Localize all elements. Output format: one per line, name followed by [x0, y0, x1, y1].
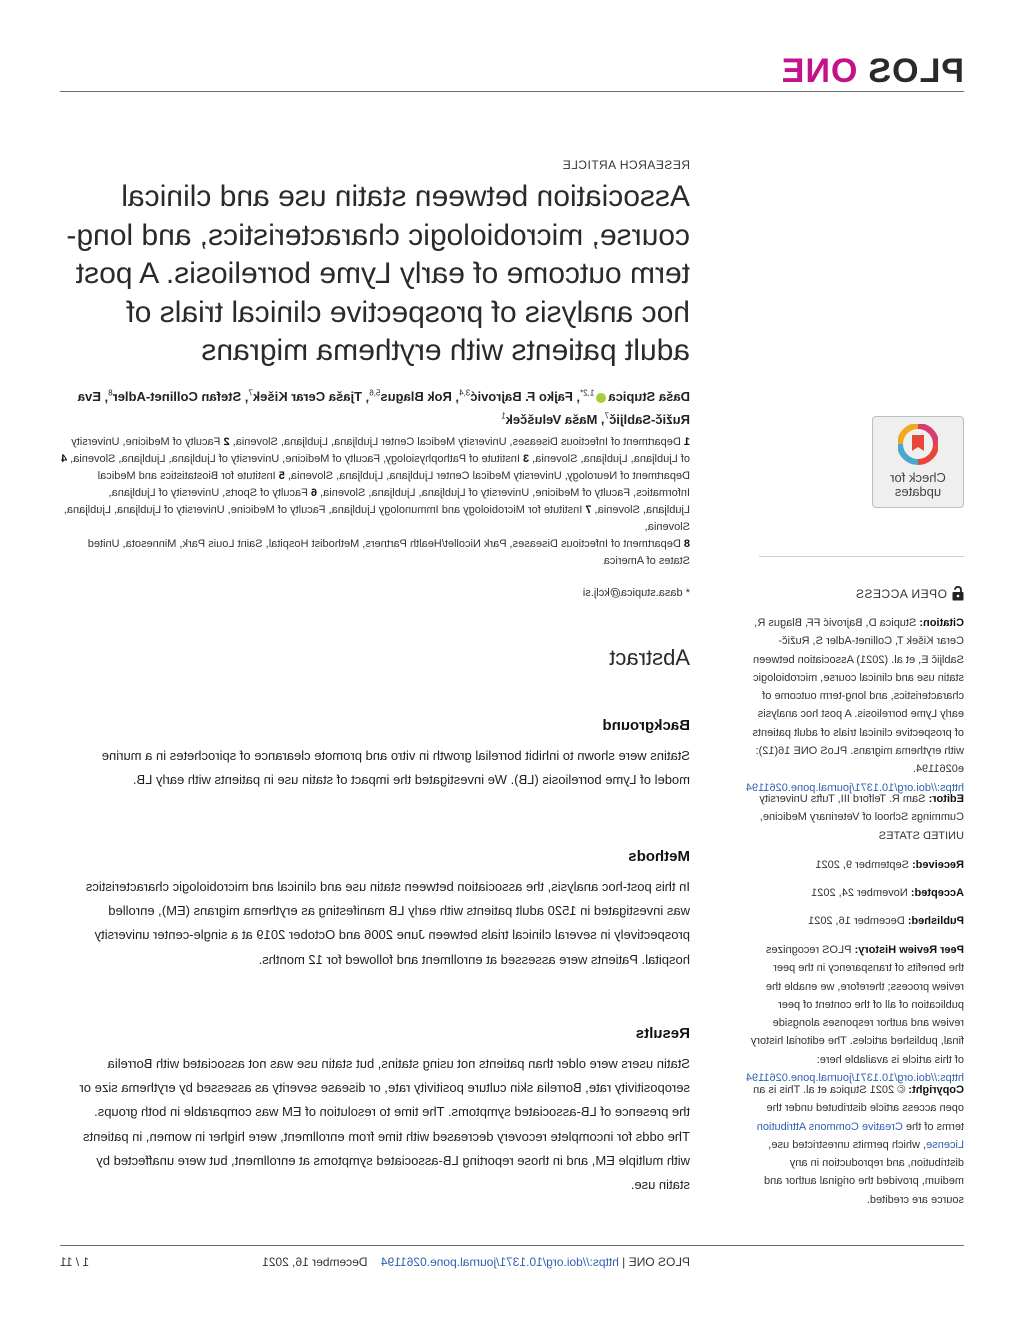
- logo-plos-text: PLOS: [867, 52, 964, 90]
- author-affiliation-number: 7: [248, 389, 253, 398]
- affiliation-text: Department of Neurology, University Medical Center Ljubljana, Ljubljana, Slovenia,: [287, 470, 690, 482]
- peer-review-block: [745, 941, 964, 1087]
- copyright-text-end: , which permits unrestricted use, distribution, and reproduction in any medium, provided the original author and source are credited.: [764, 1138, 964, 1206]
- author-affiliation-number: 1,2: [583, 389, 595, 398]
- affiliation-text: Department of Infectious Diseases, Park Nicollet/Health Partners, Methodist Hospital, Saint Louis Park, Minnesota, United States of America: [87, 538, 690, 567]
- copyright-label: Copyright:: [908, 1084, 964, 1096]
- orcid-icon[interactable]: [596, 393, 606, 403]
- badge-text-line1: Check for: [890, 470, 946, 485]
- accepted-block: [750, 884, 964, 902]
- author-name[interactable]: [369, 389, 452, 404]
- header-divider: [60, 91, 964, 92]
- editor-block: [750, 790, 964, 845]
- methods-heading: Methods: [628, 848, 690, 865]
- affiliation-item: [70, 453, 529, 465]
- author-name-text: Stefan Collinet-Adler: [112, 389, 242, 405]
- author-name[interactable]: [248, 389, 362, 404]
- peer-review-text: PLOS recognizes the benefits of transparency in the peer review process; therefore, we enable the publication of all of the content of peer review and author responses alongside final, published articles. The editorial history of this article is available here:: [750, 944, 964, 1066]
- affiliation-list: [60, 434, 690, 570]
- article-type: RESEARCH ARTICLE: [562, 158, 690, 172]
- affiliation-item: [233, 436, 690, 448]
- affiliation-text: Faculty of Sports, University of Ljubljana, Ljubljana, Slovenia,: [108, 487, 690, 516]
- published-date: December 16, 2021: [808, 915, 905, 927]
- affiliation-number: 8: [683, 538, 690, 550]
- article-title: Association between statin use and clinical course, microbiologic characteristics, and long-term outcome of early Lyme borreliosis. A post hoc analysis of prospective clinical trials of adult patients with erythema migrans: [66, 180, 690, 368]
- author-name-text: Eva Ružič-Sabljič: [77, 389, 690, 427]
- footer-doi-link[interactable]: https://doi.org/10.1371/journal.pone.0261194: [380, 1255, 619, 1269]
- open-lock-icon: [952, 586, 964, 601]
- affiliation-number: 4: [60, 453, 68, 465]
- cc-license-link[interactable]: Creative Commons Attribution License: [756, 1120, 964, 1151]
- author-affiliation-number: 5,6: [369, 389, 381, 398]
- logo-one-text: ONE: [780, 52, 858, 90]
- author-affiliation-number: 7: [604, 411, 610, 421]
- affiliation-text: Faculty of Medicine, University of Ljubljana, Ljubljana, Slovenia,: [71, 436, 690, 465]
- footer-date: December 16, 2021: [262, 1255, 368, 1269]
- citation-label: Citation:: [919, 617, 964, 629]
- author-list: Daša Stupica$^{1,2*}$, Fajko F. Bajrović$^{3,4}$, Rok Blagus$^{5,6}$, Tjaša Cerar Kišek$^7$, Stefan Collinet-Adler$^8$, Eva Ružič-Sabljič$^7$, Maša Velušček$^1$: [77, 389, 690, 427]
- corresponding-author: [583, 587, 690, 599]
- published-block: [750, 912, 964, 930]
- methods-text: In this post-hoc analysis, the association between statin use and clinical and microbiologic characteristics was investigated in 1520 adult patients with early LB manifesting as erythema migrans (EM), enrolled prospectively in several clinical trials between June 2006 and October 2019 at a single-center university hospital. Patients were assessed at enrollment and followed for 12 months.: [85, 879, 690, 967]
- author-name-text: Tjaša Cerar Kišek: [252, 389, 363, 405]
- footer-separator: |: [622, 1255, 626, 1269]
- accepted-label: Accepted:: [910, 887, 964, 899]
- received-date: September 9, 2021: [815, 859, 909, 871]
- footer-journal: PLOS ONE: [628, 1255, 690, 1269]
- corresponding-mark: *: [685, 587, 690, 599]
- affiliation-number: 2: [223, 436, 230, 448]
- received-label: Received:: [912, 859, 964, 871]
- author-name[interactable]: [580, 389, 690, 404]
- author-name[interactable]: [108, 389, 241, 404]
- copyright-block: [750, 1081, 964, 1209]
- author-affiliation-number: 8: [108, 389, 113, 398]
- affiliation-text: Institute for Biostatistics and Medical Informatics, Faculty of Medicine, University of Ljubljana, Ljubljana, Slovenia,: [97, 470, 690, 499]
- affiliation-number: 3: [523, 453, 530, 465]
- editor-label: Editor:: [928, 793, 964, 805]
- author-name-text: Maša Velušček: [505, 411, 598, 427]
- peer-review-link[interactable]: https://doi.org/10.1371/journal.pone.0261194: [745, 1072, 964, 1085]
- editor-text: Sam R. Telford III, Tufts University Cummings School of Veterinary Medicine, UNITED STATES: [759, 793, 964, 842]
- footer-divider: [60, 1245, 964, 1246]
- check-for-updates-badge[interactable]: [872, 416, 964, 508]
- author-affiliation-number: 3,4: [459, 389, 471, 398]
- affiliation-number: 5: [278, 470, 285, 482]
- author-name[interactable]: [501, 412, 597, 427]
- affiliation-text: Department of Infectious Diseases, University Medical Center Ljubljana, Ljubljana, Slovenia,: [232, 436, 684, 448]
- published-label: Published:: [907, 915, 964, 927]
- results-heading: Results: [635, 1025, 690, 1042]
- corresponding-author-mark: *: [580, 389, 584, 398]
- affiliation-number: 7: [585, 504, 592, 516]
- received-block: [750, 856, 964, 874]
- author-name-text: Fajko F. Bajrović: [470, 389, 573, 405]
- author-name[interactable]: [459, 389, 573, 404]
- author-affiliation-number: 1: [501, 411, 506, 421]
- abstract-heading: Abstract: [609, 645, 690, 670]
- corresponding-email[interactable]: dasa.stupica@kclj.si: [582, 587, 683, 599]
- affiliation-number: 1: [683, 436, 690, 448]
- sidebar-divider: [759, 556, 964, 557]
- results-text: Statin users were older than patients not using statins, but statin use was not associated with Borrelia seropositivity rate, Borrelia skin culture positivity rate, or disease severity as assessed by erythema size or the presence of LB-associated symptoms. The time to resolution of EM was comparable in both groups. The odds for incomplete recovery decreased with time from enrollment, were higher in women, in patients with multiple EM, and in those reporting LB-associated symptoms at enrollment, but were unaffected by statin use.: [79, 1056, 690, 1193]
- affiliation-number: 6: [310, 487, 318, 499]
- affiliation-text: Institute for Microbiology and Immunology Ljubljana, Faculty of Medicine, University of Ljubljana, Ljubljana, Slovenia,: [63, 504, 690, 533]
- accepted-date: November 24, 2021: [811, 887, 908, 899]
- affiliation-item: [88, 538, 690, 567]
- author-name-text: Daša Stupica: [608, 389, 690, 405]
- peer-review-label: Peer Review History:: [854, 944, 964, 956]
- citation-block: [745, 614, 964, 797]
- crossmark-icon: [898, 424, 938, 468]
- affiliation-text: Institute of Pathophysiology, Faculty of Medicine, University of Ljubljana, Ljubljana, Slovenia,: [70, 453, 524, 465]
- copyright-text: © 2021 Stupica et al. This is an open access article distributed under the terms of the: [753, 1084, 964, 1133]
- background-text: Statins were shown to inhibit borrelial growth in vitro and promote clearance of spirochetes in a murine model of Lyme borreliosis (LB). We investigated the impact of statin use in patients with early LB.: [101, 748, 690, 788]
- citation-doi-link[interactable]: https://doi.org/10.1371/journal.pone.0261194: [745, 781, 964, 794]
- open-access-label: [855, 586, 964, 601]
- badge-text: [873, 471, 963, 499]
- citation-text: Stupica D, Bajrović FF, Blagus R, Cerar Kišek T, Collinet-Adler S, Ružič-Sabljič E, et al. (2021) Association between statin use and clinical course, microbiologic characteristics, and long-term outcome of early Lyme borreliosis. A post hoc analysis of prospective clinical trials of adult patients with erythema migrans. PLoS ONE 16(12): e0261194.: [752, 617, 964, 776]
- page-number: 1 / 11: [60, 1255, 90, 1269]
- open-access-text: OPEN ACCESS: [855, 586, 947, 601]
- badge-text-line2: updates: [894, 484, 942, 499]
- background-heading: Background: [602, 717, 690, 734]
- author-name-text: Rok Blagus: [380, 389, 452, 405]
- plos-one-logo[interactable]: [781, 52, 964, 91]
